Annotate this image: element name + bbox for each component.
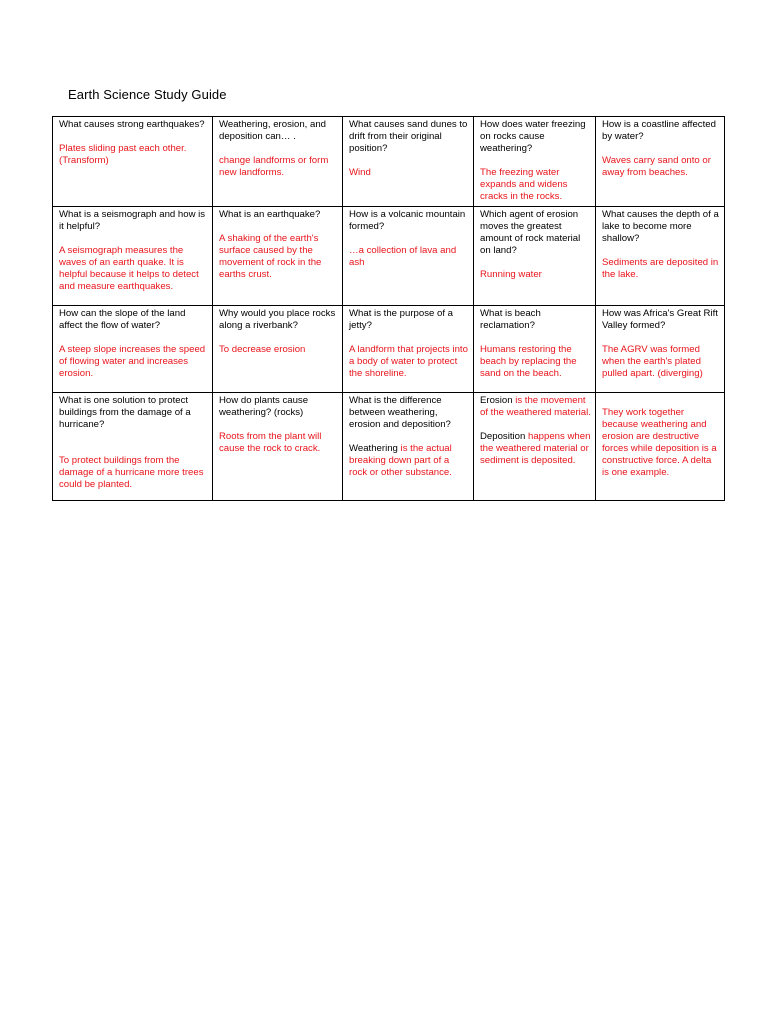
- answer-text: To decrease erosion: [219, 343, 306, 355]
- answer-text: They work together because weathering and erosion are destructive forces while deposition is a constructive force. A delta is one example.: [602, 406, 717, 479]
- table-cell: [343, 305, 474, 392]
- table-cell: [474, 392, 596, 500]
- answer-text: change landforms or form new landforms.: [219, 155, 329, 179]
- page-title: Earth Science Study Guide: [68, 87, 227, 102]
- table-cell: [343, 206, 474, 305]
- table-cell: [53, 305, 213, 392]
- question-text: What is the difference between weathering, erosion and deposition?: [349, 394, 451, 430]
- question-text: What is a seismograph and how is it helpful?: [59, 208, 206, 232]
- answer-text: Waves carry sand onto or away from beaches.: [602, 155, 711, 179]
- answer-text: A seismograph measures the waves of an earth quake. It is helpful because it helps to detect and measure earthquakes.: [59, 244, 199, 293]
- question-text: How can the slope of the land affect the flow of water?: [59, 307, 186, 331]
- answer-text: Humans restoring the beach by replacing the sand on the beach.: [480, 343, 577, 379]
- table-cell: [53, 392, 213, 500]
- answer-definition: is the movement of the weathered material.: [480, 394, 591, 418]
- table-cell: [343, 392, 474, 500]
- answer-definition: happens when the weathered material or sediment is deposited.: [480, 430, 591, 466]
- answer-term: Deposition: [480, 430, 526, 442]
- answer-text: [480, 395, 591, 419]
- answer-text: [480, 431, 591, 467]
- question-text: What causes sand dunes to drift from their original position?: [349, 119, 468, 155]
- table-row: [53, 117, 725, 207]
- answer-text: …a collection of lava and ash: [349, 244, 457, 268]
- question-text: Which agent of erosion moves the greatest amount of rock material on land?: [480, 208, 581, 256]
- table-cell: [53, 117, 213, 207]
- answer-text: To protect buildings from the damage of a hurricane more trees could be planted.: [59, 454, 204, 491]
- question-text: What is the purpose of a jetty?: [349, 307, 453, 331]
- table-cell: [343, 117, 474, 207]
- table-cell: [596, 305, 725, 392]
- question-text: How was Africa's Great Rift Valley formed?: [602, 307, 718, 331]
- answer-term: Weathering: [349, 442, 398, 454]
- question-text: How is a coastline affected by water?: [602, 119, 716, 143]
- table-cell: [213, 305, 343, 392]
- answer-text: A steep slope increases the speed of flowing water and increases erosion.: [59, 343, 206, 379]
- answer-text: Wind: [349, 167, 371, 179]
- answer-term: Erosion: [480, 394, 513, 406]
- table-cell: [596, 117, 725, 207]
- answer-text: The AGRV was formed when the earth's plated pulled apart. (diverging): [602, 343, 703, 379]
- question-text: How do plants cause weathering? (rocks): [219, 394, 309, 418]
- question-text: What is an earthquake?: [219, 208, 321, 220]
- answer-text: The freezing water expands and widens cracks in the rocks.: [480, 167, 568, 203]
- question-text: What is one solution to protect buildings from the damage of a hurricane?: [59, 394, 191, 430]
- table-cell: [213, 117, 343, 207]
- table-cell: [596, 392, 725, 500]
- question-text: Why would you place rocks along a riverbank?: [219, 307, 336, 331]
- table-row: [53, 206, 725, 305]
- answer-text: Sediments are deposited in the lake.: [602, 256, 719, 280]
- table-cell: [474, 305, 596, 392]
- table-cell: [596, 206, 725, 305]
- answer-definition: is the actual breaking down part of a rock or other substance.: [349, 442, 452, 479]
- answer-text: A shaking of the earth's surface caused by the movement of rock in the earths crust.: [219, 232, 322, 280]
- table-cell: [474, 117, 596, 207]
- answer-text: Roots from the plant will cause the rock to crack.: [219, 430, 322, 454]
- answer-text: Plates sliding past each other. (Transform): [59, 143, 187, 167]
- answer-text: [349, 443, 469, 479]
- question-text: What causes the depth of a lake to become more shallow?: [602, 208, 719, 244]
- table-cell: [474, 206, 596, 305]
- question-text: What causes strong earthquakes?: [59, 119, 205, 130]
- question-text: Weathering, erosion, and deposition can… .: [219, 119, 327, 143]
- study-guide-table: [52, 116, 725, 501]
- question-text: How does water freezing on rocks cause weathering?: [480, 119, 586, 155]
- answer-text: A landform that projects into a body of water to protect the shoreline.: [349, 343, 468, 379]
- table-cell: [213, 206, 343, 305]
- question-text: What is beach reclamation?: [480, 307, 541, 331]
- table-cell: [213, 392, 343, 500]
- table-row: [53, 392, 725, 500]
- answer-text: Running water: [480, 268, 542, 280]
- table-row: [53, 305, 725, 392]
- question-text: How is a volcanic mountain formed?: [349, 208, 466, 232]
- table-cell: [53, 206, 213, 305]
